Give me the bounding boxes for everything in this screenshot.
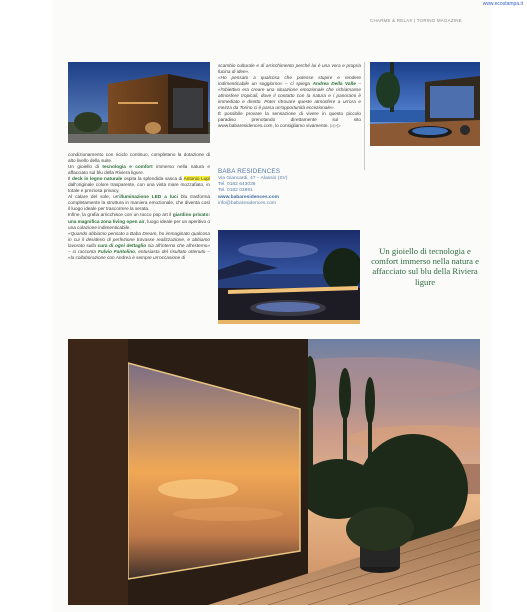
company-name: BABA RESIDENCES [218,168,281,175]
watermark: www.ecostampa.it [482,1,523,7]
email-link[interactable]: info@babaresidences.com [218,200,276,206]
house-exterior-photo [68,62,210,143]
address: Via Giancardi, 47 – Alassio (SV) [218,176,288,181]
paragraph: scambio culturale e di arricchimento perché lui è una vera e propria fucina di idee». [218,63,361,75]
left-text-column [68,152,210,261]
sunset-terrace-photo [218,230,360,324]
main-sunset-deck-photo [68,339,480,605]
deck-tub-photo [370,62,480,146]
paragraph: Infine, la grafia arricchisce con un tocco pop art il giardino privato: una magnifica zona living open air, luogo ideale per un aperitivo o una colazione indimenticabile. [68,212,210,230]
running-head: CHARME & RELAX | TORINO MAGAZINE [370,18,462,23]
paragraph: condizionamento con riciclo continuo, completano la dotazione di alto livello della suite. [68,152,210,164]
column-divider [364,62,365,170]
paragraph: Al calare del sole, un'illuminazione LED a luci blu trasforma completamente la struttura in maniera emozionale, che diventa così il luogo ideale per trascorrere la serata. [68,194,211,212]
contact-info [218,168,361,207]
paragraph: È possibile provare la sensazione di vivere in questo piccolo paradiso prenotando direttamente sul sito www.babaresidences.com, lo consigliamo vivamente. ▷▷▷ [218,111,361,129]
pull-quote: Un gioiello di tecnologia e comfort immerso nella natura e affacciato sul blu della Riviera ligure [371,246,479,287]
end-mark: ▷▷▷ [330,123,341,129]
paragraph: «Ho pensato a qualcosa che potesse stupire e rendere indimenticabile un soggiorno» – ci spiega Andrea Della Valle – «l'obiettivo era creare una situazione emozionale che richiamasse atmosfere tropicali, dove il contatto con la natura e i panorami è immediato e diretto. Poter ritrovare queste atmosfere a un'ora e mezza da Torino ci è parsa un'opportunità eccezionale». [218,75,361,111]
website-link[interactable]: www.babaresidences.com [218,194,279,200]
highlighted-name: Antonio Lupi [183,176,210,182]
paragraph: Il deck in legno naturale ospita la splendida vasca di Antonio Lupi dall'originale colore trasparente, con una vista mare mozzafiato, in totale e preziosa privacy. [68,176,210,194]
phone-2: Tel. 0182 03891 [218,188,253,194]
paragraph: Un gioiello di tecnologia e comfort immerso nella natura e affacciato sul blu della Riviera ligure. [68,164,211,176]
paragraph: «Quando abbiamo pensato a Baba Dream, ho immaginato qualcosa in cui il desiderio di perfezione trovasse realizzazione, e abbiamo lavorato sulla cura di ogni dettaglio sia all'interno che all'esterno» – ci racconta Fulvio Fantolino, entusiasta del risultato ottenuto – «la collaborazione con Andrea è sempre un'occasione di [68,230,210,260]
middle-text-column [218,63,361,130]
phone-1: Tel. 0182 643036 [218,182,256,188]
